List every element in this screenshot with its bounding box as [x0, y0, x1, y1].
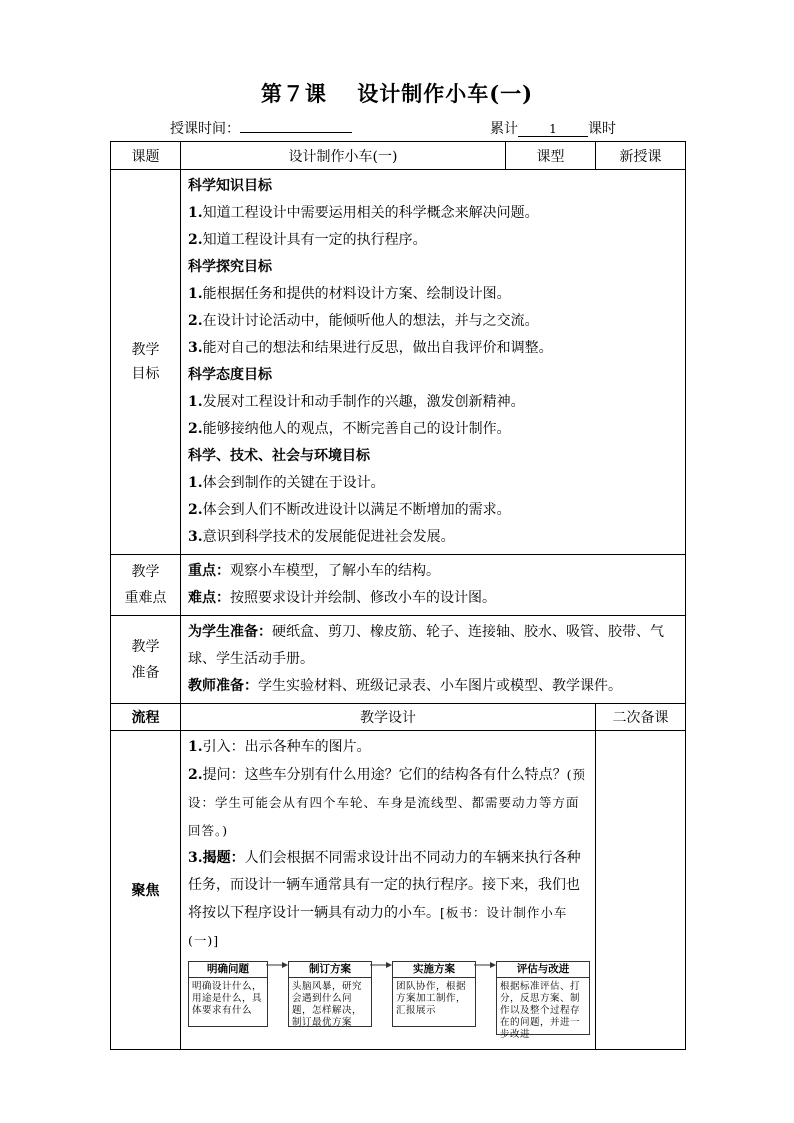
goal-heading: 科学探究目标 — [188, 259, 272, 275]
focus-step-2: 2.提问：这些车分别有什么用途？它们的结构各有什么特点？(预设：学生可能会从有四个车轮、车身是流线型、都需要动力等方面回答。) — [188, 767, 587, 838]
flow-label: 流程 — [111, 704, 181, 731]
flow-arrow-icon — [474, 961, 496, 969]
page-title: 第７课 设计制作小车(一) — [260, 81, 534, 106]
key-point: 重点：观察小车模型，了解小车的结构。 — [188, 563, 440, 579]
lesson-plan-table — [110, 141, 686, 1050]
teacher-preparation: 教师准备：学生实验材料、班级记录表、小车图片或模型、教学课件。 — [188, 678, 622, 694]
goal-item: 1.能根据任务和提供的材料设计方案、绘制设计图。 — [188, 286, 511, 302]
total-label: 累计 — [490, 121, 518, 137]
total-hours — [490, 118, 616, 138]
goal-heading: 科学、技术、社会与环境目标 — [188, 448, 370, 464]
second-prep-cell[interactable] — [596, 731, 686, 1050]
preparation-content — [181, 616, 686, 704]
goal-item: 1.发展对工程设计和动手制作的兴趣，激发创新精神。 — [188, 394, 525, 410]
design-flowchart — [188, 961, 589, 1040]
goal-heading: 科学知识目标 — [188, 178, 272, 194]
flow-step-implement: 实施方案 团队协作，根据方案加工制作，汇报展示 — [392, 961, 476, 1027]
goals-label: 教学 目标 — [111, 170, 181, 555]
goal-item: 2.体会到人们不断改进设计以满足不断增加的需求。 — [188, 502, 511, 518]
key-points-label: 教学 重难点 — [111, 555, 181, 616]
goal-item: 2.知道工程设计具有一定的执行程序。 — [188, 232, 427, 248]
total-value[interactable]: 1 — [518, 122, 588, 137]
goal-item: 3.意识到科学技术的发展能促进社会发展。 — [188, 529, 455, 545]
focus-step-3: 3.揭题：人们会根据不同需求设计出不同动力的车辆来执行各种任务，而设计一辆车通常具有一定的执行程序。接下来，我们也将按以下程序设计一辆具有动力的小车。[板书：设计制作小车(一)] — [188, 850, 581, 948]
goal-item: 2.能够接纳他人的观点，不断完善自己的设计制作。 — [188, 421, 511, 437]
topic-value: 设计制作小车(一) — [181, 142, 506, 170]
difficult-point: 难点：按照要求设计并绘制、修改小车的设计图。 — [188, 590, 496, 606]
preparation-label: 教学 准备 — [111, 616, 181, 704]
design-label: 教学设计 — [181, 704, 596, 731]
lesson-time — [170, 118, 352, 138]
goals-content — [181, 170, 686, 555]
goal-item: 3.能对自己的想法和结果进行反思，做出自我评价和调整。 — [188, 340, 553, 356]
key-points-content — [181, 555, 686, 616]
student-preparation: 为学生准备：硬纸盒、剪刀、橡皮筋、轮子、连接轴、胶水、吸管、胶带、气球、学生活动手册。 — [188, 624, 664, 667]
flow-step-define: 明确问题 明确设计什么，用途是什么，具体要求有什么 — [188, 961, 268, 1027]
type-value: 新授课 — [596, 142, 686, 170]
focus-label: 聚焦 — [111, 731, 181, 1050]
lesson-time-label: 授课时间： — [170, 121, 240, 137]
goal-item: 1.知道工程设计中需要运用相关的科学概念来解决问题。 — [188, 205, 539, 221]
goal-item: 1.体会到制作的关键在于设计。 — [188, 475, 385, 491]
flow-arrow-icon — [266, 961, 288, 969]
lesson-time-blank[interactable] — [240, 118, 352, 133]
focus-content — [181, 731, 596, 1050]
total-unit: 课时 — [588, 121, 616, 137]
type-label: 课型 — [506, 142, 596, 170]
flow-step-evaluate: 评估与改进 根据标准评估、打分，反思方案、制作以及整个过程存在的问题，并进一步改进 — [496, 961, 590, 1035]
goal-item: 2.在设计讨论活动中，能倾听他人的想法，并与之交流。 — [188, 313, 539, 329]
flow-arrow-icon — [370, 961, 392, 969]
topic-label: 课题 — [111, 142, 181, 170]
second-prep-label: 二次备课 — [596, 704, 686, 731]
goal-heading: 科学态度目标 — [188, 367, 272, 383]
flow-step-plan: 制订方案 头脑风暴，研究会遇到什么问题，怎样解决，制订最优方案 — [288, 961, 372, 1027]
focus-step-1: 1.引入：出示各种车的图片。 — [188, 739, 371, 755]
